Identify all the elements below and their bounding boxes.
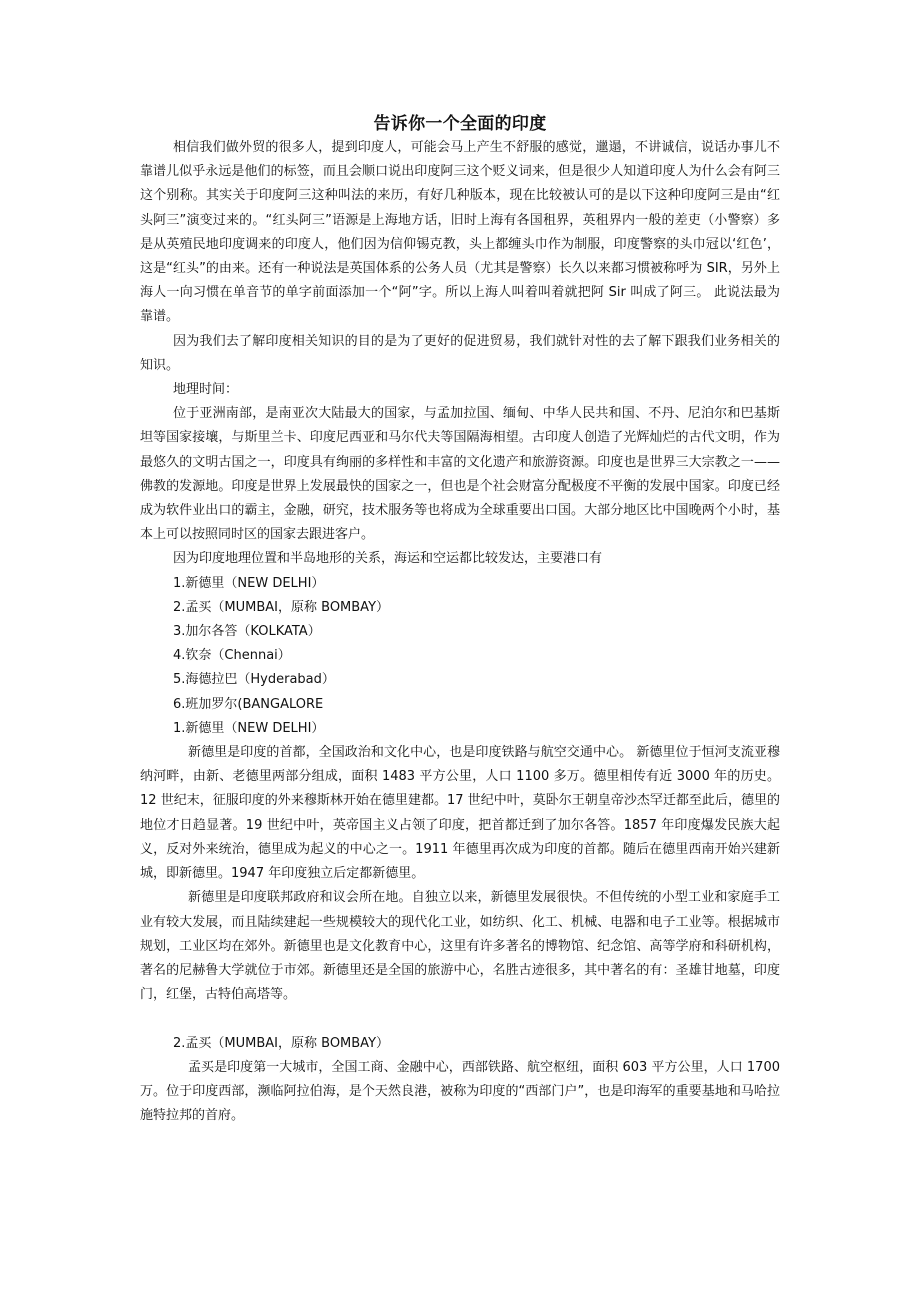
mumbai-heading: 2.孟买（MUMBAI，原称 BOMBAY）	[173, 1035, 390, 1051]
mumbai-paragraph: 孟买是印度第一大城市，全国工商、金融中心，西部铁路、航空枢纽，面积 603 平方公里，人口 1700 万。位于印度西部，濒临阿拉伯海，是个天然良港，被称为印度的“西部门户”，也是印海军的重要基地和马哈拉施特拉邦的首府。	[140, 1059, 780, 1124]
geo-heading: 地理时间：	[173, 382, 239, 398]
intro-paragraph: 相信我们做外贸的很多人，提到印度人，可能会马上产生不舒服的感觉，邋遢，不讲诚信，说话办事儿不靠谱儿似乎永远是他们的标签，而且会顺口说出印度阿三这个贬义词来，但是很少人知道印度人为什么会有阿三这个别称。其实关于印度阿三这种叫法的来历，有好几种版本，现在比较被认可的是以下这种印度阿三是由“红头阿三”演变过来的。“红头阿三”语源是上海地方话，旧时上海有各国租界，英租界内一般的差吏（小警察）多是从英殖民地印度调来的印度人，他们因为信仰锡克教，头上都缠头巾作为制服，印度警察的头巾冠以‘红色’，这是“红头”的由来。还有一种说法是英国体系的公务人员（尤其是警察）长久以来都习惯被称呼为 SIR，另外上海人一向习惯在单音节的单字前面添加一个“阿”字。所以上海人叫着叫着就把阿 Sir 叫成了阿三。 此说法最为靠谱。	[140, 140, 780, 325]
list-item: 1.新德里（NEW DELHI）	[173, 575, 325, 591]
delhi-heading: 1.新德里（NEW DELHI）	[173, 720, 325, 736]
ports-list	[140, 572, 780, 717]
list-item: 3.加尔各答（KOLKATA）	[173, 624, 321, 640]
purpose-paragraph: 因为我们去了解印度相关知识的目的是为了更好的促进贸易，我们就针对性的去了解下跟我们业务相关的知识。	[140, 333, 780, 373]
document-body	[140, 136, 780, 1128]
delhi-paragraph-1: 新德里是印度的首都，全国政治和文化中心，也是印度铁路与航空交通中心。 新德里位于恒河支流亚穆纳河畔，由新、老德里两部分组成，面积 1483 平方公里，人口 1100 多万。德里相传有近 3000 年的历史。12 世纪末，征服印度的外来穆斯林开始在德里建都。17 世纪中叶，莫卧尔王朝皇帝沙杰罕迁都至此后，德里的地位才日趋显著。19 世纪中叶，英帝国主义占领了印度，把首都迁到了加尔各答。1857 年印度爆发民族大起义，反对外来统治，德里成为起义的中心之一。1911 年德里再次成为印度的首都。随后在德里西南开始兴建新城，即新德里。1947 年印度独立后定都新德里。	[140, 745, 780, 882]
list-item: 4.钦奈（Chennai）	[173, 648, 291, 664]
document-title: 告诉你一个全面的印度	[373, 114, 547, 134]
blank-line	[140, 1007, 780, 1031]
list-item: 2.孟买（MUMBAI，原称 BOMBAY）	[173, 599, 390, 615]
list-item: 6.班加罗尔(BANGALORE	[173, 696, 324, 712]
geo-paragraph: 位于亚洲南部，是南亚次大陆最大的国家，与孟加拉国、缅甸、中华人民共和国、不丹、尼泊尔和巴基斯坦等国家接壤，与斯里兰卡、印度尼西亚和马尔代夫等国隔海相望。古印度人创造了光辉灿烂的古代文明，作为最悠久的文明古国之一，印度具有绚丽的多样性和丰富的文化遗产和旅游资源。印度也是世界三大宗教之一——佛教的发源地。印度是世界上发展最快的国家之一，但也是个社会财富分配极度不平衡的发展中国家。印度已经成为软件业出口的霸主，金融，研究，技术服务等也将成为全球重要出口国。大部分地区比中国晚两个小时，基本上可以按照同时区的国家去跟进客户。	[140, 406, 780, 543]
delhi-paragraph-2: 新德里是印度联邦政府和议会所在地。自独立以来，新德里发展很快。不但传统的小型工业和家庭手工业有较大发展，而且陆续建起一些规模较大的现代化工业，如纺织、化工、机械、电器和电子工业等。根据城市规划，工业区均在郊外。新德里也是文化教育中心，这里有许多著名的博物馆、纪念馆、高等学府和科研机构，著名的尼赫鲁大学就位于市郊。新德里还是全国的旅游中心，名胜古迹很多，其中著名的有：圣雄甘地墓，印度门，红堡，古特伯高塔等。	[140, 890, 780, 1003]
list-item: 5.海德拉巴（Hyderabad）	[173, 672, 335, 688]
ports-intro: 因为印度地理位置和半岛地形的关系，海运和空运都比较发达，主要港口有	[173, 551, 603, 567]
